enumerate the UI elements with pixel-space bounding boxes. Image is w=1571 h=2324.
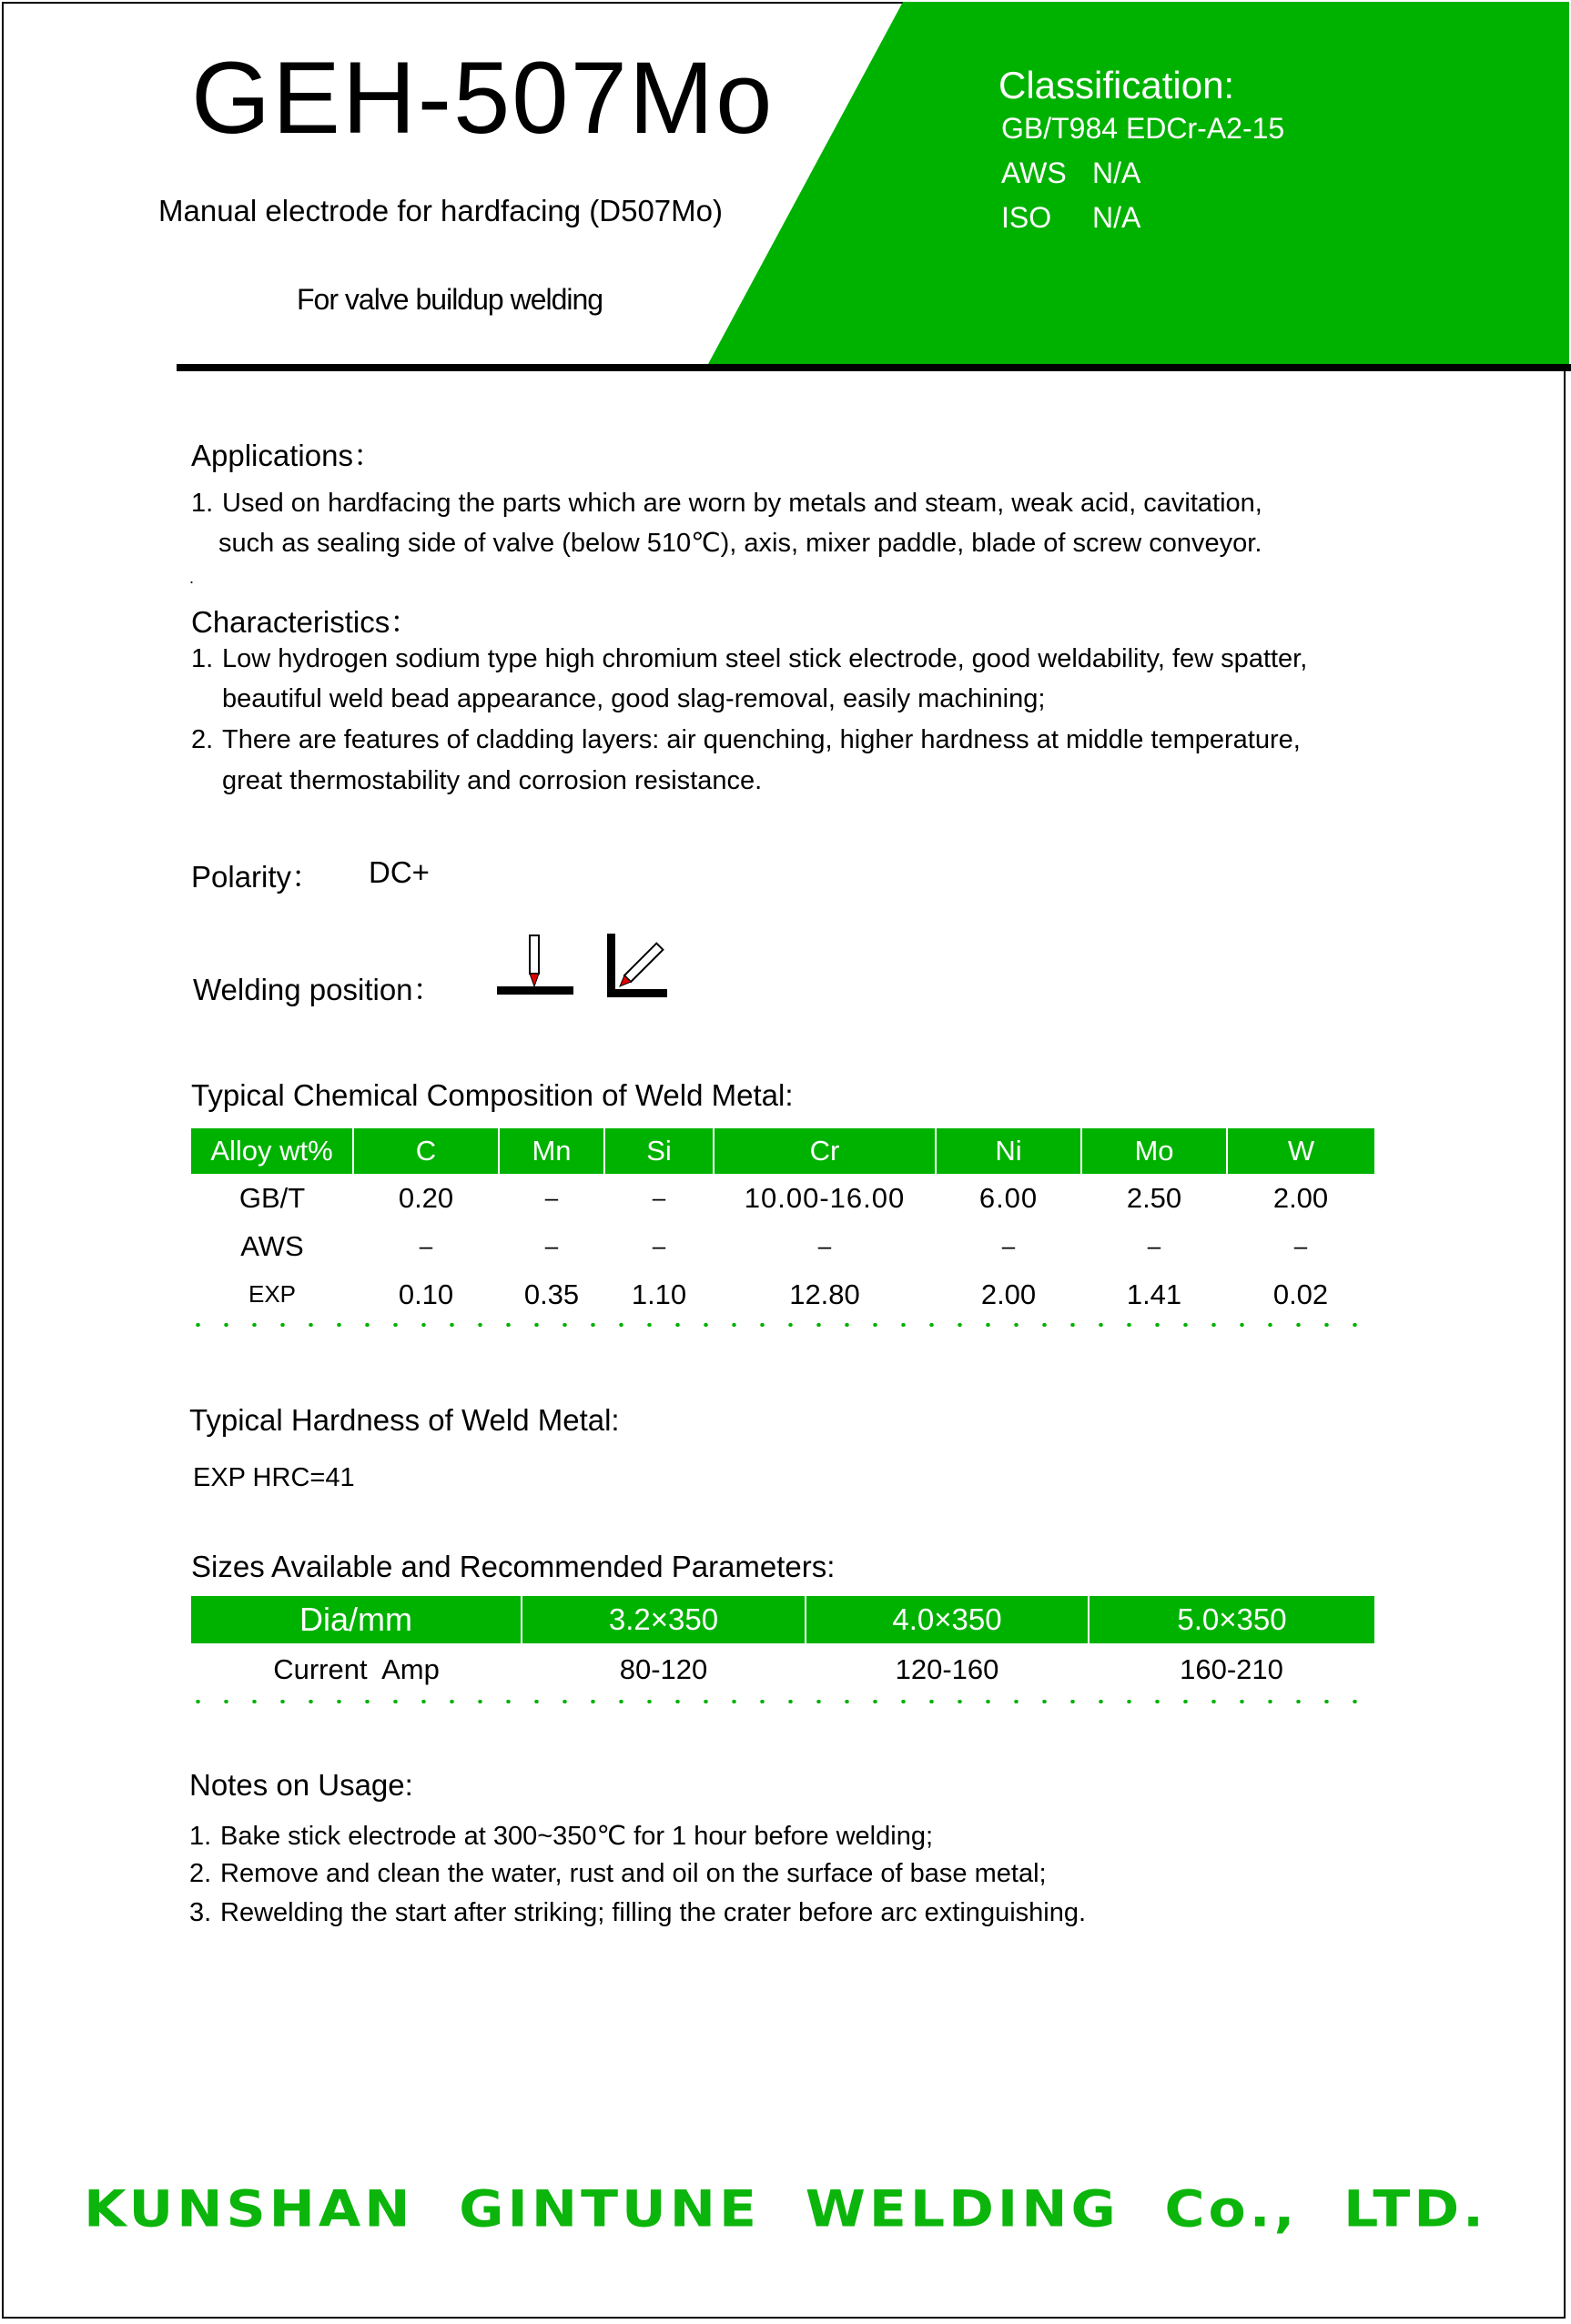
header-rule [177,364,1571,371]
applications-item-1-cont: such as sealing side of valve (below 510℃), axis, mixer paddle, blade of screw conveyor. [218,529,1262,558]
table-cell: 160-210 [1180,1653,1283,1685]
notes-item-3 [189,1898,1086,1928]
classification-aws [1001,157,1140,190]
applications-item-1 [191,489,1262,519]
characteristics-item-2-cont: great thermostability and corrosion resistance. [222,766,763,795]
row-label: EXP [248,1280,297,1308]
list-text: Used on hardfacing the parts which are worn by metals and steam, weak acid, cavitation, [222,489,1262,518]
hardness-heading: Typical Hardness of Weld Metal: [189,1403,620,1437]
welding-position-label: Welding position： [193,973,443,1006]
classification-heading: Classification: [998,64,1235,106]
classification-aws-key: AWS [1001,157,1067,189]
row-label: GB/T [238,1181,306,1214]
table-cell: 0.10 [398,1278,454,1310]
table-cell: 80-120 [619,1653,708,1685]
dotted-divider [184,1323,1367,1327]
table-cell: 1.41 [1126,1278,1182,1310]
chem-table [191,1128,1374,1319]
classification-iso-value: N/A [1092,201,1141,234]
characteristics-item-2 [191,725,1301,755]
table-row [191,1222,1374,1270]
column-header: Alloy wt% [191,1128,353,1174]
list-text: There are features of cladding layers: air quenching, higher hardness at middle temperature, [222,725,1301,754]
table-cell: – [419,1232,433,1259]
table-cell: 120-160 [895,1653,999,1685]
column-header: Ni [936,1128,1081,1174]
table-cell: 0.20 [398,1181,454,1214]
column-header: Si [604,1128,714,1174]
notes-item-2 [189,1859,1047,1889]
company-name: KUNSHAN GINTUNE WELDING Co., LTD. [84,2179,1487,2239]
list-number: 2. [191,725,214,754]
chem-header-row [191,1128,1374,1174]
applications-heading: Applications： [191,439,383,472]
characteristics-heading: Characteristics： [191,605,421,639]
characteristics-item-1-cont: beautiful weld bead appearance, good slag-removal, easily machining; [222,684,1046,713]
table-cell: 0.02 [1272,1278,1329,1310]
table-cell: – [652,1184,666,1211]
classification-iso [1001,201,1140,235]
column-header: Mn [499,1128,604,1174]
table-cell: 2.00 [1272,1181,1329,1214]
table-cell: 10.00-16.00 [744,1181,906,1214]
product-tagline: For valve buildup welding [297,283,603,316]
column-header: C [353,1128,499,1174]
column-header: 3.2×350 [522,1596,806,1643]
column-header: Cr [714,1128,936,1174]
list-text: Low hydrogen sodium type high chromium steel stick electrode, good weldability, few spatter, [222,644,1308,673]
table-cell: – [544,1184,559,1211]
table-cell: 12.80 [789,1278,860,1310]
column-header: W [1227,1128,1374,1174]
table-cell: – [1001,1232,1016,1259]
table-cell: – [652,1232,666,1259]
polarity-value: DC+ [369,855,430,889]
table-cell: 0.35 [523,1278,580,1310]
notes-heading: Notes on Usage: [189,1768,413,1802]
sizes-heading: Sizes Available and Recommended Parameters: [191,1550,836,1583]
flat-position-icon [497,932,573,999]
list-text: Remove and clean the water, rust and oil on the surface of base metal; [220,1859,1047,1888]
product-title: GEH-507Mo [191,41,775,155]
table-cell: – [1293,1232,1308,1259]
list-number: 2. [189,1859,212,1888]
classification-aws-value: N/A [1092,157,1141,189]
list-number: 1. [191,644,214,673]
notes-item-1 [189,1820,933,1852]
chem-heading: Typical Chemical Composition of Weld Metal: [191,1078,794,1112]
polarity-label: Polarity： [191,860,322,894]
table-cell: 1.10 [631,1278,687,1310]
stray-mark: . [189,569,195,587]
table-cell: 6.00 [978,1181,1039,1214]
sizes-header-row [191,1596,1374,1643]
table-cell: – [817,1232,832,1259]
table-row [191,1174,1374,1222]
list-number: 1. [191,489,214,518]
dotted-divider [184,1700,1367,1703]
table-cell: – [544,1232,559,1259]
list-number: 1. [189,1822,212,1851]
characteristics-item-1 [191,644,1307,674]
table-cell: 2.00 [980,1278,1037,1310]
column-header: Mo [1081,1128,1227,1174]
list-text: Rewelding the start after striking; filling the crater before arc extinguishing. [220,1898,1087,1927]
product-subtitle: Manual electrode for hardfacing (D507Mo) [158,194,723,227]
hardness-value: EXP HRC=41 [193,1463,355,1492]
horizontal-fillet-position-icon [607,934,667,999]
sizes-table [191,1596,1374,1696]
column-header: 5.0×350 [1089,1596,1374,1643]
classification-iso-key: ISO [1001,201,1052,234]
column-header: 4.0×350 [806,1596,1089,1643]
list-number: 3. [189,1898,212,1927]
table-cell: 2.50 [1126,1181,1182,1214]
column-header: Dia/mm [191,1596,522,1643]
classification-gbt: GB/T984 EDCr-A2-15 [1001,112,1285,145]
list-text: Bake stick electrode at 300~350℃ for 1 hour before welding; [220,1822,934,1851]
row-label: Current Amp [273,1653,440,1685]
table-row [191,1643,1374,1696]
table-cell: – [1147,1232,1161,1259]
table-row [191,1270,1374,1319]
row-label: AWS [240,1229,304,1262]
